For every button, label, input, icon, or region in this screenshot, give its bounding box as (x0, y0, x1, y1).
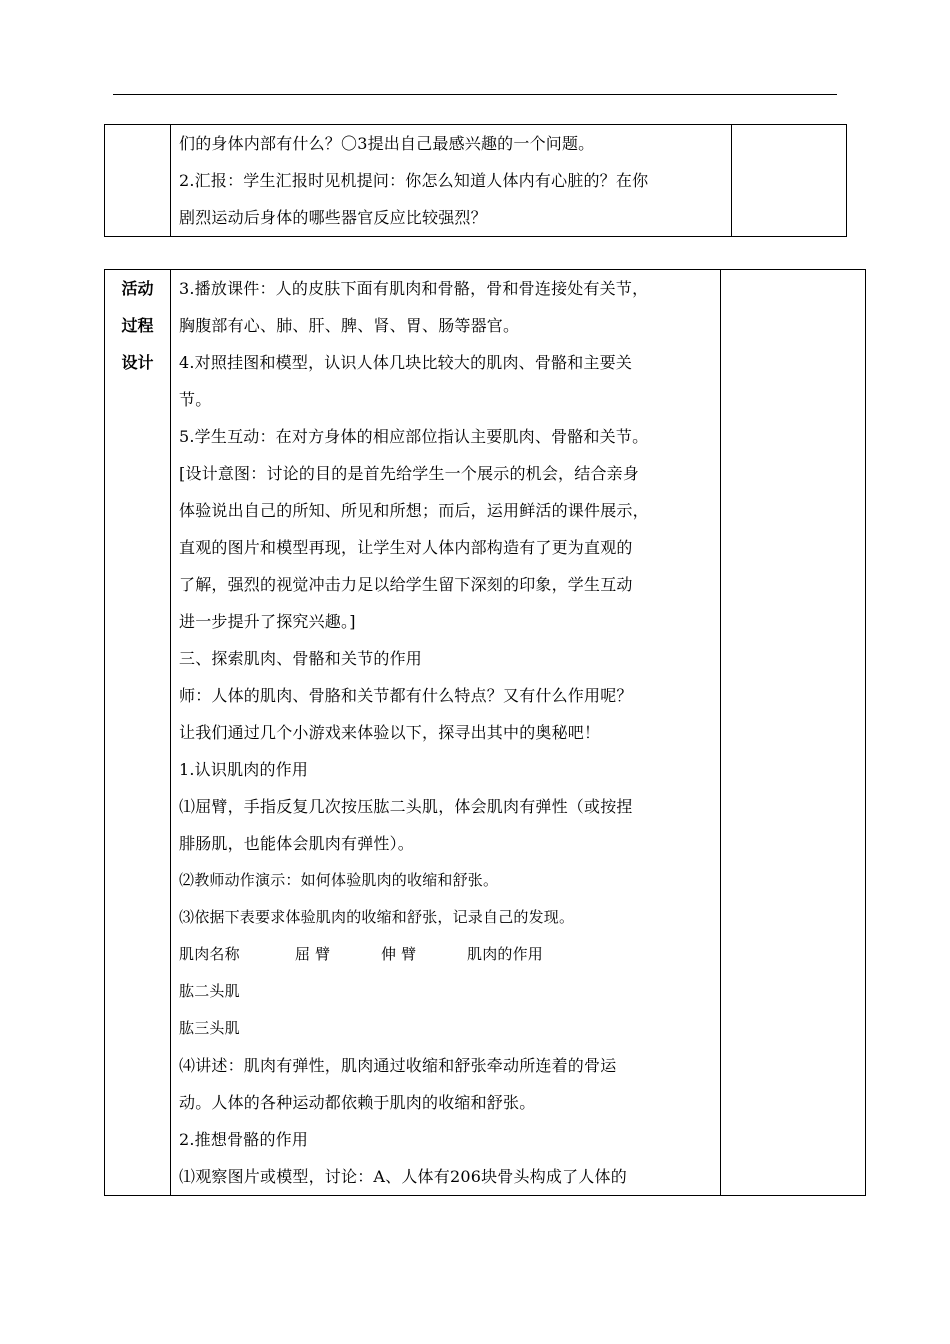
text-line: 动。人体的各种运动都依赖于肌肉的收缩和舒张。 (179, 1093, 536, 1112)
header-rule (113, 94, 837, 95)
text-line: ⑷讲述：肌肉有弹性，肌肉通过收缩和舒张牵动所连着的骨运 (179, 1056, 617, 1075)
activity-process-label (105, 270, 171, 1196)
text-line: 胸腹部有心、肺、肝、脾、肾、胃、肠等器官。 (179, 316, 520, 335)
activity-process-table (104, 269, 866, 1196)
muscle-table-row: 肱二头肌 (179, 982, 240, 1000)
text-line: 4.对照挂图和模型，认识人体几块比较大的肌肉、骨骼和主要关 (179, 353, 633, 372)
muscle-table-header (179, 936, 720, 973)
label-cell-empty (105, 125, 171, 237)
header-muscle-function: 肌肉的作用 (467, 945, 544, 963)
label-line: 设计 (121, 353, 154, 372)
header-bend-arm: 屈 臂 (295, 945, 331, 963)
text-line: ⑵教师动作演示：如何体验肌肉的收缩和舒张。 (179, 871, 499, 889)
text-line: ⑶依据下表要求体验肌肉的收缩和舒张，记录自己的发现。 (179, 908, 575, 926)
header-muscle-name: 肌肉名称 (179, 945, 240, 963)
label-line: 过程 (121, 316, 154, 335)
notes-cell (721, 270, 866, 1196)
text-line: 让我们通过几个小游戏来体验以下，探寻出其中的奥秘吧！ (179, 723, 601, 742)
header-extend-arm: 伸 臂 (381, 945, 417, 963)
design-intent-line: 了解，强烈的视觉冲击力足以给学生留下深刻的印象，学生互动 (179, 575, 633, 594)
text-line: ⑴屈臂，手指反复几次按压肱二头肌，体会肌肉有弹性（或按捏 (179, 797, 633, 816)
text-line: 节。 (179, 390, 212, 409)
muscle-table-row: 肱三头肌 (179, 1019, 240, 1037)
label-line: 活动 (121, 279, 154, 298)
design-intent-line: [设计意图：讨论的目的是首先给学生一个展示的机会，结合亲身 (179, 464, 640, 483)
text-line: 剧烈运动后身体的哪些器官反应比较强烈？ (179, 208, 487, 227)
subsection-heading: 2.推想骨骼的作用 (179, 1130, 309, 1149)
text-line: 5.学生互动：在对方身体的相应部位指认主要肌肉、骨骼和关节。 (179, 427, 649, 446)
section-heading: 三、探索肌肉、骨骼和关节的作用 (179, 649, 423, 668)
text-line: 师：人体的肌肉、骨胳和关节都有什么特点？又有什么作用呢？ (179, 686, 633, 705)
design-intent-line: 进一步提升了探究兴趣。] (179, 612, 356, 631)
design-intent-line: 直观的图片和模型再现，让学生对人体内部构造有了更为直观的 (179, 538, 633, 557)
subsection-heading: 1.认识肌肉的作用 (179, 760, 309, 779)
text-line: 3.播放课件：人的皮肤下面有肌肉和骨骼，骨和骨连接处有关节， (179, 279, 649, 298)
lesson-table-continued (104, 124, 847, 237)
design-intent-line: 体验说出自己的所知、所见和所想；而后，运用鲜活的课件展示， (179, 501, 649, 520)
content-cell (171, 270, 721, 1196)
text-line: 腓肠肌，也能体会肌肉有弹性）。 (179, 834, 415, 853)
text-line: 2.汇报：学生汇报时见机提问：你怎么知道人体内有心脏的？在你 (179, 171, 649, 190)
content-cell (171, 125, 732, 237)
text-line: 们的身体内部有什么？〇3提出自己最感兴趣的一个问题。 (179, 134, 595, 153)
text-line: ⑴观察图片或模型，讨论：A、人体有206块骨头构成了人体的 (179, 1167, 627, 1186)
notes-cell (732, 125, 847, 237)
